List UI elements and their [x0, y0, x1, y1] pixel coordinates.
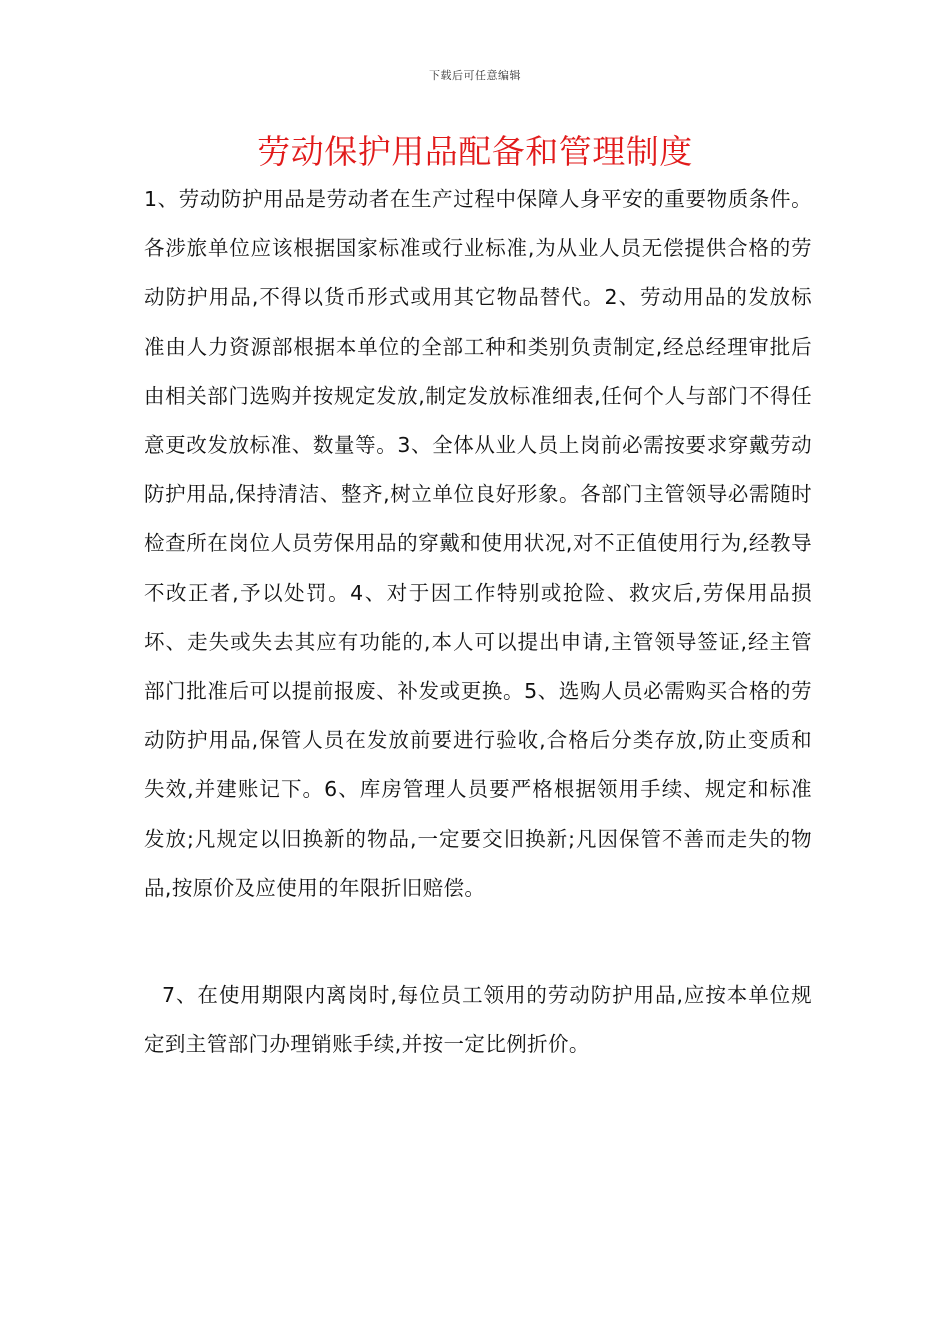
- paragraph-2: 7、在使用期限内离岗时,每位员工领用的劳动防护用品,应按本单位规定到主管部门办理销账手续,并按一定比例折价。: [144, 983, 812, 1057]
- paragraph-1: 1、劳动防护用品是劳动者在生产过程中保障人身平安的重要物质条件。各涉旅单位应该根据国家标准或行业标准,为从业人员无偿提供合格的劳动防护用品,不得以货币形式或用其它物品替代。2、劳动用品的发放标准由人力资源部根据本单位的全部工种和类别负责制定,经总经理审批后由相关部门选购并按规定发放,制定发放标准细表,任何个人与部门不得任意更改发放标准、数量等。3、全体从业人员上岗前必需按要求穿戴劳动防护用品,保持清洁、整齐,树立单位良好形象。各部门主管领导必需随时检查所在岗位人员劳保用品的穿戴和使用状况,对不正值使用行为,经教导不改正者,予以处罚。4、对于因工作特别或抢险、救灾后,劳保用品损坏、走失或失去其应有功能的,本人可以提出申请,主管领导签证,经主管部门批准后可以提前报废、补发或更换。5、选购人员必需购买合格的劳动防护用品,保管人员在发放前要进行验收,合格后分类存放,防止变质和失效,并建账记下。6、库房管理人员要严格根据领用手续、规定和标准发放;凡规定以旧换新的物品,一定要交旧换新;凡因保管不善而走失的物品,按原价及应使用的年限折旧赔偿。: [144, 187, 812, 900]
- document-title: 劳动保护用品配备和管理制度: [257, 132, 693, 171]
- header-note: 下载后可任意编辑: [429, 69, 521, 82]
